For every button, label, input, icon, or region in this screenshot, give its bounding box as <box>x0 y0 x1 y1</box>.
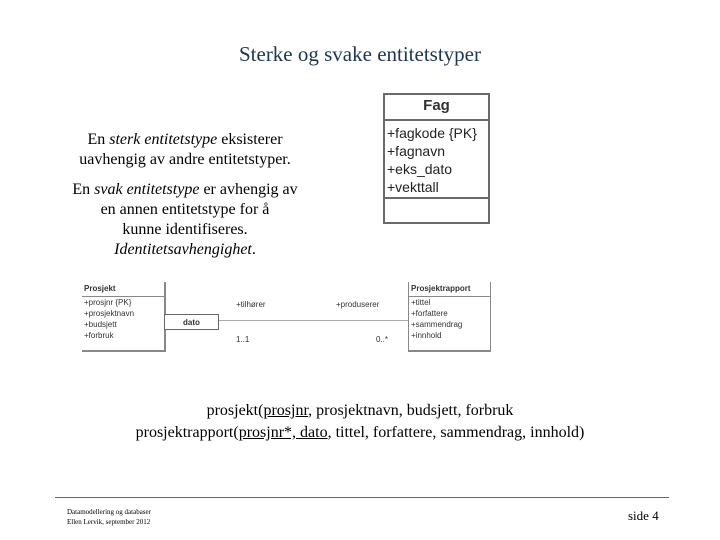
para2-line2: en annen entitetstype for å <box>100 201 270 218</box>
page-number: side 4 <box>628 508 659 523</box>
multiplicity-right: 0..* <box>376 335 389 344</box>
fag-class-box <box>383 93 490 224</box>
prosjektrapport-class-box <box>408 282 491 352</box>
schema1-key: prosjnr <box>263 402 309 419</box>
footer-author: Ellen Lervik, september 2012 <box>67 518 151 526</box>
fag-attribute: +fagnavn <box>387 143 445 159</box>
para2-suffix: . <box>251 241 256 258</box>
footer-divider <box>55 497 669 498</box>
weak-entity-term: svak entitetstype <box>94 181 200 198</box>
schema2-prefix: prosjektrapport( <box>135 424 239 441</box>
fag-attribute: +vekttall <box>387 179 439 195</box>
schema1-rest: , prosjektnavn, budsjett, forbruk <box>308 402 514 419</box>
prosjektrapport-class-name: Prosjektrapport <box>409 282 490 297</box>
strong-entity-term: sterk entitetstype <box>109 131 218 148</box>
fag-attributes <box>385 121 488 199</box>
schema-prosjektrapport <box>0 421 720 445</box>
prosjektrapport-attribute: +forfattere <box>411 309 448 318</box>
fag-class-name: Fag <box>385 95 488 121</box>
schema1-prefix: prosjekt( <box>206 402 264 419</box>
para1-line1-rest: eksisterer <box>217 131 283 148</box>
prosjektrapport-attribute: +sammendrag <box>411 320 463 329</box>
footer-course: Datamodellering og databaser <box>67 508 151 516</box>
para2-prefix: En <box>72 181 95 198</box>
prosjekt-attribute: +prosjektnavn <box>84 309 135 318</box>
prosjekt-attribute: +prosjnr {PK} <box>84 298 132 307</box>
association-line <box>219 320 408 321</box>
prosjekt-class-name: Prosjekt <box>82 282 164 297</box>
role-right-label: +produserer <box>336 300 380 309</box>
para2-line3: kunne identifiseres. <box>122 221 248 238</box>
prosjekt-attribute: +budsjett <box>84 320 117 329</box>
prosjekt-attribute: +forbruk <box>84 331 114 340</box>
schema2-rest: , tittel, forfattere, sammendrag, innhold) <box>327 424 585 441</box>
prosjekt-class-box <box>82 282 166 352</box>
prosjektrapport-attribute: +innhold <box>411 331 442 340</box>
para1-line2: uavhengig av andre entitetstyper. <box>79 151 291 168</box>
weak-entity-paragraph <box>45 180 325 260</box>
fag-attribute: +eks_dato <box>387 161 452 177</box>
para2-line1-rest: er avhengig av <box>199 181 298 198</box>
role-left-label: +tilhører <box>236 300 266 309</box>
prosjektrapport-attribute: +tittel <box>411 298 431 307</box>
slide-title: Sterke og svake entitetstyper <box>238 42 481 66</box>
strong-entity-paragraph <box>55 130 315 170</box>
fag-attribute: +fagkode {PK} <box>387 125 477 141</box>
schema-prosjekt <box>0 399 720 423</box>
schema2-key: prosjnr*, dato <box>238 424 328 441</box>
multiplicity-left: 1..1 <box>236 335 250 344</box>
identity-dependency-term: Identitetsavhengighet <box>114 241 252 258</box>
footer-credit <box>67 507 151 527</box>
qualifier-box: dato <box>164 314 219 330</box>
para1-prefix: En <box>87 131 110 148</box>
